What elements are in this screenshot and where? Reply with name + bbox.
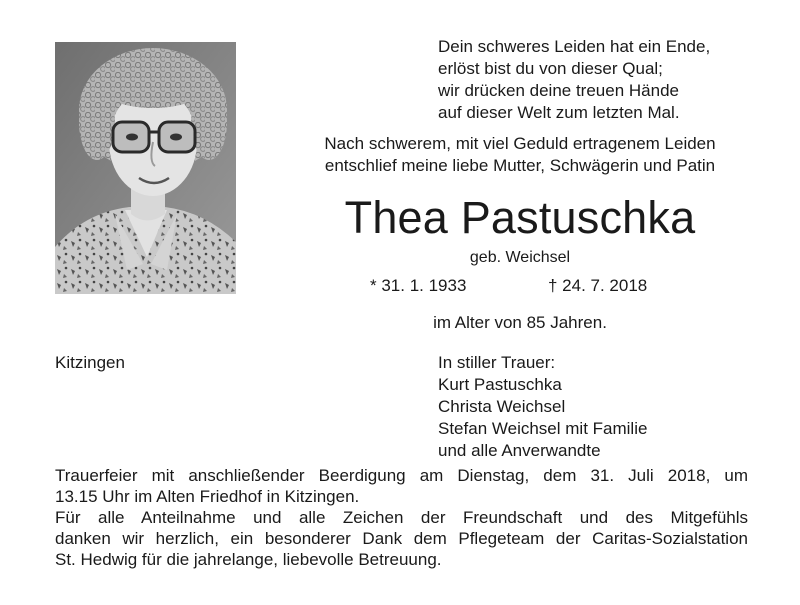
deceased-name: Thea Pastuschka [344, 192, 696, 243]
portrait-image [55, 42, 236, 294]
birth-date: * 31. 1. 1933 [370, 276, 467, 295]
notice-line: St. Hedwig für die jahrelange, liebevolle Betreuung. [55, 550, 442, 569]
intro-text [240, 133, 800, 177]
poem-line: erlöst bist du von dieser Qual; [438, 59, 663, 78]
poem-line: wir drücken deine treuen Hände [438, 81, 679, 100]
notice-line: Für alle Anteilnahme und alle Zeichen der Freundschaft und des Mitgefühls [55, 508, 748, 527]
mourner-name: Christa Weichsel [438, 397, 566, 416]
death-date: † 24. 7. 2018 [548, 276, 648, 295]
age-at-death: im Alter von 85 Jahren. [433, 313, 607, 332]
notice-line: danken wir herzlich, ein besonderer Dank dem Pflegeteam der Caritas-Sozialstation [55, 529, 748, 548]
mourner-name: Stefan Weichsel mit Familie [438, 419, 648, 438]
intro-line: Nach schwerem, mit viel Geduld ertragenem Leiden [324, 134, 716, 153]
mourner-name: Kurt Pastuschka [438, 375, 562, 394]
mourners-list [438, 352, 647, 462]
notice-line: 13.15 Uhr im Alten Friedhof in Kitzingen. [55, 487, 360, 506]
mourner-name: und alle Anverwandte [438, 441, 601, 460]
funeral-notice [55, 465, 748, 570]
portrait-photo [55, 42, 236, 294]
memorial-poem [438, 36, 710, 124]
poem-line: Dein schweres Leiden hat ein Ende, [438, 37, 711, 56]
poem-line: auf dieser Welt zum letzten Mal. [438, 103, 680, 122]
maiden-name: geb. Weichsel [469, 249, 571, 266]
place-name: Kitzingen [55, 353, 125, 372]
mourners-heading: In stiller Trauer: [438, 353, 556, 372]
intro-line: entschlief meine liebe Mutter, Schwägerin und Patin [324, 156, 716, 175]
notice-line: Trauerfeier mit anschließender Beerdigung am Dienstag, dem 31. Juli 2018, um [55, 466, 748, 485]
